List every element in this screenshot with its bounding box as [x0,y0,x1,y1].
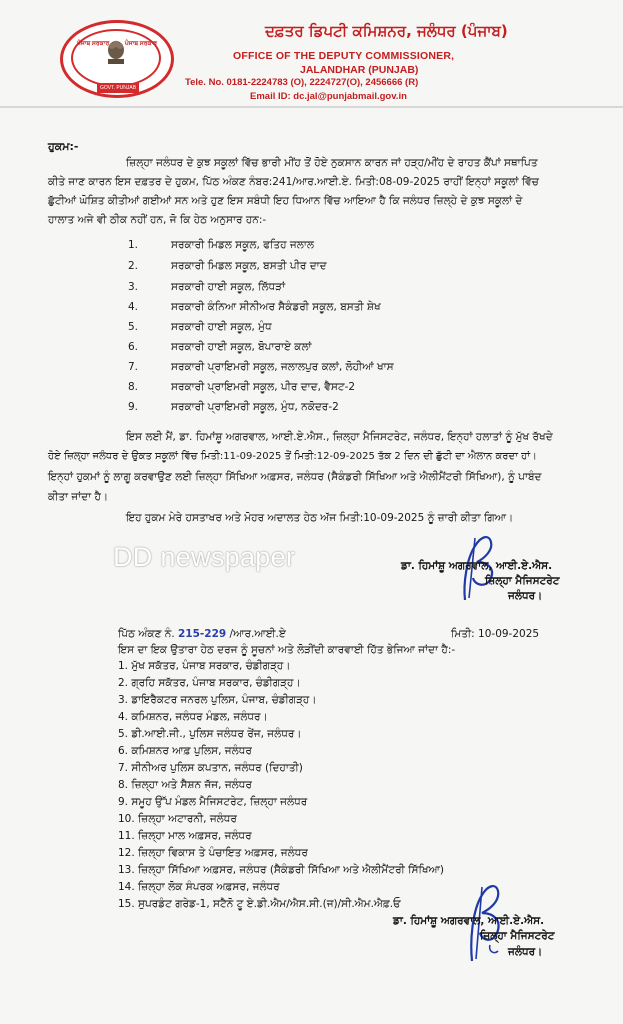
list-item: 3. ਡਾਇਰੈਕਟਰ ਜਨਰਲ ਪੁਲਿਸ, ਪੰਜਾਬ, ਚੰਡੀਗੜ੍ਹ। [118,694,317,706]
order-para1-line4: ਹਾਲਾਤ ਅਜੇ ਵੀ ਠੀਕ ਨਹੀਂ ਹਨ, ਜੋ ਕਿ ਹੇਠ ਅਨੁਸਾਰ ਹਨ:- [48,214,267,226]
list-item: 4. ਕਮਿਸ਼ਨਰ, ਜਲੰਧਰ ਮੰਡਲ, ਜਲੰਧਰ। [118,711,268,723]
newspaper-watermark: DD newspaper [113,542,296,572]
endorsement-line [118,627,286,641]
ashoka-lion-icon [105,37,127,67]
list-item-number: 8. [128,381,139,393]
order-para1-line3: ਛੁੱਟੀਆਂ ਘੋਸ਼ਿਤ ਕੀਤੀਆਂ ਗਈਆਂ ਸਨ ਅਤੇ ਹੁਣ ਇਸ ਸਬੰਧੀ ਇਹ ਧਿਆਨ ਵਿੱਚ ਆਇਆ ਹੈ ਕਿ ਜਲੰਧਰ ਜ਼ਿਲ੍ਹੇ ਦੇ ਕੁਝ ਸਕੂਲਾਂ ਦੇ [48,195,523,207]
list-item-school: ਸਰਕਾਰੀ ਹਾਈ ਸਕੂਲ, ਮੁੰਧ [171,321,272,333]
list-item-school: ਸਰਕਾਰੀ ਮਿਡਲ ਸਕੂਲ, ਬਸਤੀ ਪੀਰ ਦਾਦ [171,260,327,272]
list-item-number: 9. [128,401,139,413]
signatory-title: ਜ਼ਿਲ੍ਹਾ ਮੈਜਿਸਟਰੇਟ [480,930,555,942]
list-item-school: ਸਰਕਾਰੀ ਹਾਈ ਸਕੂਲ, ਲਿੱਧੜਾਂ [171,281,286,293]
list-item: 1. ਮੁੱਖ ਸਕੱਤਰ, ਪੰਜਾਬ ਸਰਕਾਰ, ਚੰਡੀਗੜ੍ਹ। [118,660,291,672]
letterhead [0,0,623,108]
endorsement-suffix: /ਆਰ.ਆਈ.ਏ [229,628,286,640]
list-item-school: ਸਰਕਾਰੀ ਪ੍ਰਾਇਮਰੀ ਸਕੂਲ, ਪੀਰ ਦਾਦ, ਵੈਸਟ-2 [171,381,356,393]
endorsement-date: ਮਿਤੀ: 10-09-2025 [451,628,540,640]
order-heading: ਹੁਕਮ:- [48,140,79,153]
government-seal-emblem [60,20,174,98]
order-issue-line: ਇਹ ਹੁਕਮ ਮੇਰੇ ਹਸਤਾਖਰ ਅਤੇ ਮੋਹਰ ਅਦਾਲਤ ਹੇਠ ਅੱਜ ਮਿਤੀ:10-09-2025 ਨੂੰ ਜ਼ਾਰੀ ਕੀਤਾ ਗਿਆ। [126,512,514,524]
order-para2-line1: ਇਸ ਲਈ ਮੈਂ, ਡਾ. ਹਿਮਾਂਸ਼ੂ ਅਗਰਵਾਲ, ਆਈ.ਏ.ਐਸ., ਜ਼ਿਲ੍ਹਾ ਮੈਜਿਸਟਰੇਟ, ਜਲੰਧਰ, ਇਨ੍ਹਾਂ ਹਲਾਤਾਂ ਨੂੰ ਮੁੱਖ ਰੱਖਦੇ [126,431,553,443]
list-item: 13. ਜ਼ਿਲ੍ਹਾ ਸਿੱਖਿਆ ਅਫ਼ਸਰ, ਜਲੰਧਰ (ਸੈਕੰਡਰੀ ਸਿੱਖਿਆ ਅਤੇ ਐਲੀਮੈਂਟਰੀ ਸਿੱਖਿਆ) [118,864,445,876]
list-item-number: 1. [128,239,139,251]
endorsement-number: 215-229 [178,628,227,640]
list-item-number: 2. [128,260,139,272]
list-item: 5. ਡੀ.ਆਈ.ਜੀ., ਪੁਲਿਸ ਜਲੰਧਰ ਰੇਂਜ, ਜਲੰਧਰ। [118,728,302,740]
list-item-school: ਸਰਕਾਰੀ ਹਾਈ ਸਕੂਲ, ਬੋਪਾਰਾਏ ਕਲਾਂ [171,341,312,353]
list-item: 9. ਸਮੂਹ ਉੱਪ ਮੰਡਲ ਮੈਜਿਸਟਰੇਟ, ਜ਼ਿਲ੍ਹਾ ਜਲੰਧਰ [118,796,308,808]
signatory-name: ਡਾ. ਹਿਮਾਂਸ਼ੂ ਅਗਰਵਾਲ, ਆਈ.ਏ.ਐਸ. [393,915,545,927]
list-item-school: ਸਰਕਾਰੀ ਪ੍ਰਾਇਮਰੀ ਸਕੂਲ, ਜਲਾਲਪੁਰ ਕਲਾਂ, ਲੋਹੀਆਂ ਖਾਸ [171,361,394,373]
office-title-punjabi: ਦਫ਼ਤਰ ਡਿਪਟੀ ਕਮਿਸ਼ਨਰ, ਜਲੰਧਰ (ਪੰਜਾਬ) [265,22,508,40]
list-item: 7. ਸੀਨੀਅਰ ਪੁਲਿਸ ਕਪਤਾਨ, ਜਲੰਧਰ (ਦਿਹਾਤੀ) [118,762,303,774]
office-title-english: OFFICE OF THE DEPUTY COMMISSIONER, [233,50,455,62]
office-location: JALANDHAR (PUNJAB) [300,64,419,76]
list-item-number: 3. [128,281,139,293]
signatory-name: ਡਾ. ਹਿਮਾਂਸ਼ੂ ਅਗਰਵਾਲ, ਆਈ.ਏ.ਐਸ. [401,560,553,572]
list-item: 12. ਜ਼ਿਲ੍ਹਾ ਵਿਕਾਸ ਤੇ ਪੰਚਾਇਤ ਅਫ਼ਸਰ, ਜਲੰਧਰ [118,847,308,859]
order-para1-line1: ਜ਼ਿਲ੍ਹਾ ਜਲੰਧਰ ਦੇ ਕੁਝ ਸਕੂਲਾਂ ਵਿੱਚ ਭਾਰੀ ਮੀਂਹ ਤੋਂ ਹੋਏ ਨੁਕਸਾਨ ਕਾਰਨ ਜਾਂ ਹੜ੍ਹ/ਮੀਂਹ ਦੇ ਰਾਹਤ ਕੈਂਪਾਂ ਸਥਾਪਿਤ [126,157,538,169]
list-item-number: 7. [128,361,139,373]
email-address: Email ID: dc.jal@punjabmail.gov.in [250,91,407,102]
list-item-number: 6. [128,341,139,353]
endorsement-prefix: ਪਿੱਠ ਅੰਕਣ ਨੰ. [118,628,175,640]
list-item: 8. ਜ਼ਿਲ੍ਹਾ ਅਤੇ ਸੈਸ਼ਨ ਜੱਜ, ਜਲੰਧਰ [118,779,252,791]
order-para1-line2: ਕੀਤੇ ਜਾਣ ਕਾਰਨ ਇਸ ਦਫ਼ਤਰ ਦੇ ਹੁਕਮ, ਪਿੱਠ ਅੰਕਣ ਨੰਬਰ:241/ਆਰ.ਆਈ.ਏ. ਮਿਤੀ:08-09-2025 ਰਾਹੀਂ ਇਨ੍ਹਾਂ ਸਕੂਲਾਂ ਵਿੱਚ [48,176,539,188]
signatory-place: ਜਲੰਧਰ। [508,590,543,602]
list-item: 15. ਸੁਪਰਡੰਟ ਗਰੇਡ-1, ਸਟੈਨੋ ਟੂ ਏ.ਡੀ.ਐਮ/ਐਸ.ਸੀ.(ਜ)/ਸੀ.ਐਮ.ਐਫ਼.ਓ [118,898,401,910]
list-item: 6. ਕਮਿਸ਼ਨਰ ਆਫ਼ ਪੁਲਿਸ, ਜਲੰਧਰ [118,745,252,757]
list-item: 10. ਜ਼ਿਲ੍ਹਾ ਅਟਾਰਨੀ, ਜਲੰਧਰ [118,813,237,825]
list-item: 11. ਜ਼ਿਲ੍ਹਾ ਮਾਲ ਅਫ਼ਸਰ, ਜਲੰਧਰ [118,830,252,842]
seal-ribbon: GOVT. PUNJAB [97,83,139,93]
header-divider [0,106,623,108]
seal-right-text: ਪੰਜਾਬ ਸਰਕਾਰ [124,41,157,47]
signatory-title: ਜ਼ਿਲ੍ਹਾ ਮੈਜਿਸਟਰੇਟ [485,575,560,587]
signatory-place: ਜਲੰਧਰ। [508,946,543,958]
endorsement-intro: ਇਸ ਦਾ ਇਕ ਉਤਾਰਾ ਹੇਠ ਦਰਜ ਨੂੰ ਸੂਚਨਾਂ ਅਤੇ ਲੋੜੀਂਦੀ ਕਾਰਵਾਈ ਹਿੱਤ ਭੇਜਿਆ ਜਾਂਦਾ ਹੈ:- [118,644,456,656]
list-item-school: ਸਰਕਾਰੀ ਮਿਡਲ ਸਕੂਲ, ਫਤਿਹ ਜਲਾਲ [171,239,314,251]
list-item-number: 4. [128,301,139,313]
list-item-number: 5. [128,321,139,333]
list-item: 14. ਜ਼ਿਲ੍ਹਾ ਲੋਕ ਸੰਪਰਕ ਅਫ਼ਸਰ, ਜਲੰਧਰ [118,881,280,893]
list-item-school: ਸਰਕਾਰੀ ਕੰਨਿਆ ਸੀਨੀਅਰ ਸੈਕੰਡਰੀ ਸਕੂਲ, ਬਸਤੀ ਸ਼ੇਖ [171,301,381,313]
list-item-school: ਸਰਕਾਰੀ ਪ੍ਰਾਇਮਰੀ ਸਕੂਲ, ਮੁੰਧ, ਨਕੋਦਰ-2 [171,401,339,413]
telephone-numbers: Tele. No. 0181-2224783 (O), 2224727(O), 2456666 (R) [185,77,419,88]
order-para2-line4: ਕੀਤਾ ਜਾਂਦਾ ਹੈ। [48,491,109,503]
list-item: 2. ਗ੍ਰਹਿ ਸਕੱਤਰ, ਪੰਜਾਬ ਸਰਕਾਰ, ਚੰਡੀਗੜ੍ਹ। [118,677,301,689]
order-para2-line3: ਇਨ੍ਹਾਂ ਹੁਕਮਾਂ ਨੂੰ ਲਾਗੂ ਕਰਵਾਉਣ ਲਈ ਜ਼ਿਲ੍ਹਾ ਸਿੱਖਿਆ ਅਫ਼ਸਰ, ਜਲੰਧਰ (ਸੈਕੰਡਰੀ ਸਿੱਖਿਆ ਅਤੇ ਐਲੀਮੈਂਟਰੀ ਸਿੱਖਿਆ), ਨੂੰ ਪਾਬੰਦ [48,471,542,483]
seal-left-text: ਪੰਜਾਬ ਸਰਕਾਰ [77,41,110,47]
order-para2-line2: ਹੋਏ ਜ਼ਿਲ੍ਹਾ ਜਲੰਧਰ ਦੇ ਉਕਤ ਸਕੂਲਾਂ ਵਿੱਚ ਮਿਤੀ:11-09-2025 ਤੋਂ ਮਿਤੀ:12-09-2025 ਤੱਕ 2 ਦਿਨ ਦੀ ਛੁੱਟੀ ਦਾ ਐਲਾਨ ਕਰਦਾ ਹਾਂ। [48,451,537,462]
